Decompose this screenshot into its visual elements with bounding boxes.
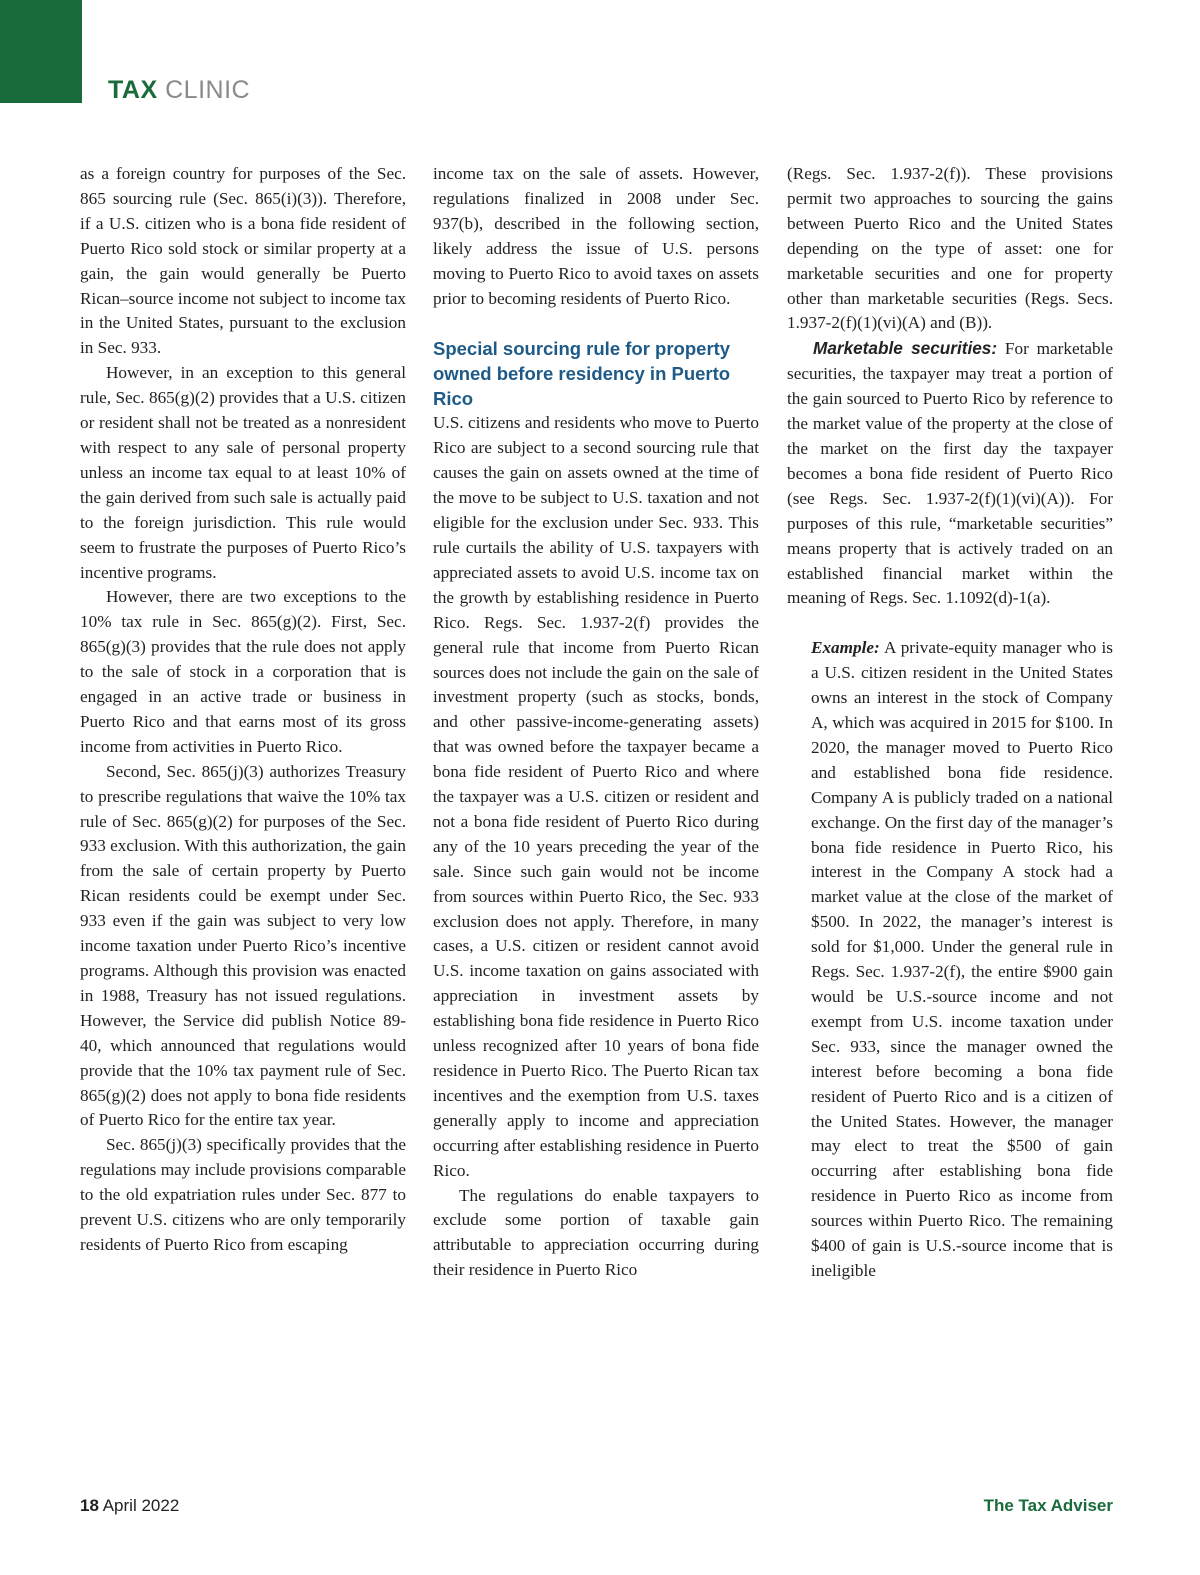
section-label-bold: TAX bbox=[108, 76, 158, 104]
column-3 bbox=[787, 162, 1113, 1284]
column-2 bbox=[433, 162, 759, 1283]
footer-folio bbox=[80, 1496, 179, 1516]
paragraph-marketable-securities bbox=[787, 336, 1113, 611]
paragraph: However, there are two exceptions to the 10% tax rule in Sec. 865(g)(2). First, Sec. 865(g)(3) provides that the rule does not apply to the sale of stock in a corporation that is engaged in an active trade or business in Puerto Rico and that earns most of its gross income from activities in Puerto Rico. bbox=[80, 587, 406, 756]
publication-name: The Tax Adviser bbox=[983, 1496, 1113, 1515]
page-number: 18 bbox=[80, 1496, 99, 1515]
example-label: Example: bbox=[811, 638, 880, 658]
paragraph: Second, Sec. 865(j)(3) authorizes Treasury to prescribe regulations that waive the 10% tax rule of Sec. 865(g)(2) for purposes of the Sec. 933 exclusion. With this authorization, the gain from the sale of certain property by Puerto Rican residents could be exempt under Sec. 933 even if the gain was subject to very low income taxation under Puerto Rico’s incentive programs. Although this provision was enacted in 1988, Treasury has not issued regulations. However, the Service did publish Notice 89-40, which announced that regulations would provide that the 10% tax payment rule of Sec. 865(g)(2) does not apply to bona fide residents of Puerto Rico for the entire tax year. bbox=[80, 761, 406, 1130]
section-label bbox=[108, 76, 250, 105]
section-label-light: CLINIC bbox=[165, 76, 251, 104]
paragraph: income tax on the sale of assets. However, regulations finalized in 2008 under Sec. 937(b), described in the following section, likely address the issue of U.S. persons moving to Puerto Rico to avoid taxes on assets prior to becoming residents of Puerto Rico. bbox=[433, 164, 759, 308]
paragraph: However, in an exception to this general rule, Sec. 865(g)(2) provides that a U.S. citizen or resident shall not be treated as a nonresident with respect to any sale of personal property unless an income tax equal to at least 10% of the gain derived from such sale is actually paid to the foreign jurisdiction. This rule would seem to frustrate the purposes of Puerto Rico’s incentive programs. bbox=[80, 363, 406, 582]
paragraph: Sec. 865(j)(3) specifically provides that the regulations may include provisions comparable to the old expatriation rules under Sec. 877 to prevent U.S. citizens who are only temporarily residents of Puerto Rico from escaping bbox=[80, 1135, 406, 1254]
section-heading: Special sourcing rule for property owned before residency in Puerto Rico bbox=[433, 338, 731, 410]
issue-date: April 2022 bbox=[102, 1496, 180, 1515]
paragraph: as a foreign country for purposes of the Sec. 865 sourcing rule (Sec. 865(i)(3)). Therefore, if a U.S. citizen who is a bona fide resident of Puerto Rico sold stock or similar property at a gain, the gain would generally be Puerto Rican–source income not subject to income tax in the United States, pursuant to the exclusion in Sec. 933. bbox=[80, 164, 406, 358]
paragraph: The regulations do enable taxpayers to exclude some portion of taxable gain attributable to appreciation occurring during their residence in Puerto Rico bbox=[433, 1185, 759, 1280]
column-1 bbox=[80, 162, 406, 1258]
run-in-heading: Marketable securities: bbox=[813, 338, 998, 359]
example-text: A private-equity manager who is a U.S. citizen resident in the United States owns an interest in the stock of Company A, which was acquired in 2015 for $100. In 2020, the manager moved to Puerto Rico and established bona fide residence. Company A is publicly traded on a national exchange. On the first day of the manager’s bona fide residence in Puerto Rico, his interest in the Company A stock had a market value at the close of the market of $500. In 2022, the manager’s interest is sold for $1,000. Under the general rule in Regs. Sec. 1.937-2(f), the entire $900 gain would be U.S.-source income and not exempt from U.S. income taxation under Sec. 933, since the manager owned the interest before becoming a bona fide resident of Puerto Rico and is a citizen of the United States. However, the manager may elect to treat the $500 of gain occurring after establishing bona fide residence in Puerto Rico as income from sources within Puerto Rico. The remaining $400 of gain is U.S.-source income that is ineligible bbox=[811, 638, 1113, 1280]
example-block bbox=[811, 636, 1113, 1284]
section-color-tab bbox=[0, 0, 82, 103]
paragraph: (Regs. Sec. 1.937-2(f)). These provisions permit two approaches to sourcing the gains between Puerto Rico and the United States depending on the type of asset: one for marketable securities and one for property other than marketable securities (Regs. Secs. 1.937-2(f)(1)(vi)(A) and (B)). bbox=[787, 164, 1113, 333]
paragraph: U.S. citizens and residents who move to Puerto Rico are subject to a second sourcing rule that causes the gain on assets owned at the time of the move to be subject to U.S. taxation and not eligible for the exclusion under Sec. 933. This rule curtails the ability of U.S. taxpayers with appreciated assets to avoid U.S. income tax on the growth by establishing residence in Puerto Rico. Regs. Sec. 1.937-2(f) provides the general rule that income from Puerto Rican sources does not include the gain on the sale of investment property (such as stocks, bonds, and other passive-income-generating assets) that was owned before the taxpayer became a bona fide resident of Puerto Rico and where the taxpayer was a U.S. citizen or resident and not a bona fide resident of Puerto Rico during any of the 10 years preceding the year of the sale. Since such gain would not be income from sources within Puerto Rico, the Sec. 933 exclusion does not apply. Therefore, in many cases, a U.S. citizen or resident cannot avoid U.S. income taxation on gains associated with appreciation in investment assets by establishing bona fide residence in Puerto Rico unless recognized after 10 years of bona fide residence in Puerto Rico. The Puerto Rican tax incentives and the exemption from U.S. taxes generally apply to income and appreciation occurring after establishing residence in Puerto Rico. bbox=[433, 413, 759, 1180]
paragraph-text: For marketable securities, the taxpayer may treat a portion of the gain sourced to Puerto Rico by reference to the market value of the property at the close of the market on the first day the taxpayer becomes a bona fide resident of Puerto Rico (see Regs. Sec. 1.937-2(f)(1)(vi)(A)). For purposes of this rule, “marketable securities” means property that is actively traded on an established financial market within the meaning of Regs. Sec. 1.1092(d)-1(a). bbox=[787, 339, 1113, 608]
